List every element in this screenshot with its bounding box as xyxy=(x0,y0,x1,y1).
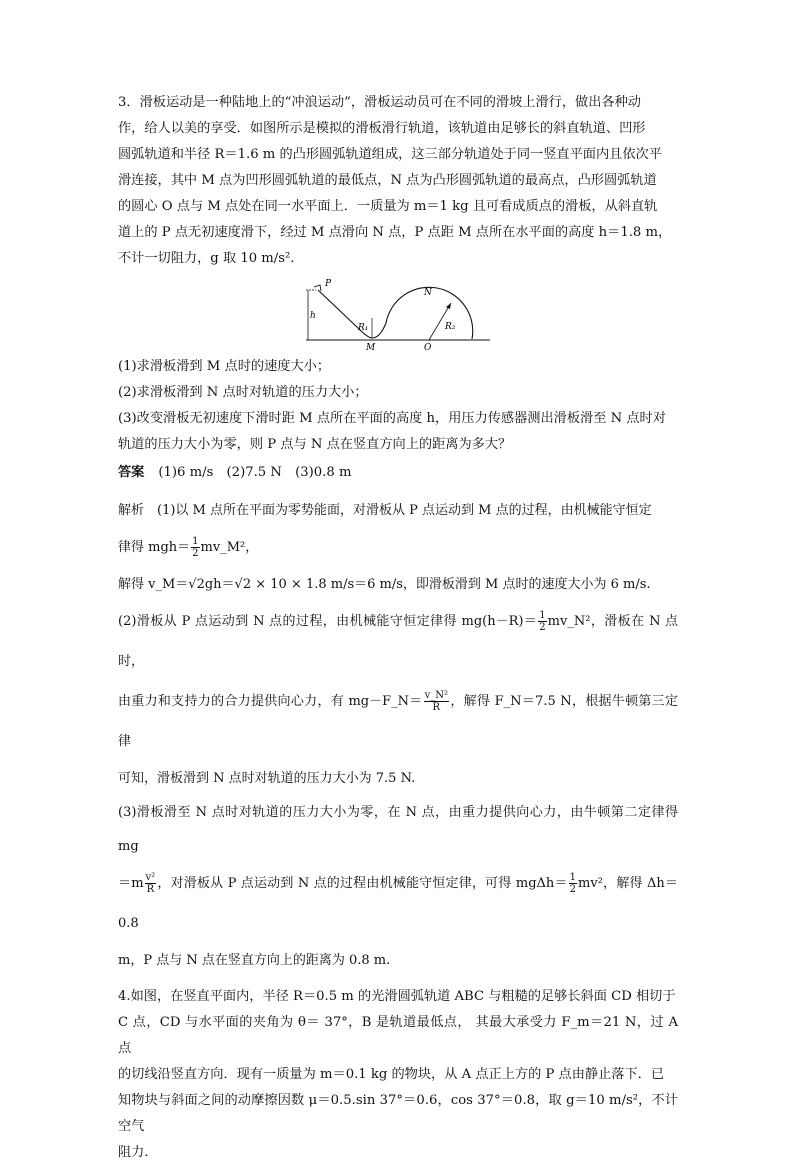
problem-4-line-4: 知物块与斜面之间的动摩擦因数 μ＝0.5.sin 37°＝0.6，cos 37°＝0.8，取 g＝10 m/s²，不计空气 xyxy=(118,1093,678,1134)
fraction-v-over-r xyxy=(145,872,157,895)
problem-3 xyxy=(118,90,678,272)
problem-3-line-1: 3．滑板运动是一种陆地上的“冲浪运动”，滑板运动员可在不同的滑坡上滑行，做出各种动 xyxy=(118,95,641,110)
fraction-denominator: R xyxy=(146,884,155,895)
fraction-numerator: v² xyxy=(145,872,156,883)
solution-2-line-2-pre: 由重力和支持力的合力提供向心力，有 mg－F_N＝ xyxy=(118,694,423,709)
label-n: N xyxy=(424,288,432,298)
answer-line xyxy=(118,460,678,486)
problem-4-line-5: 阻力． xyxy=(118,1145,158,1160)
solution-1-line-1: 解析 (1)以 M 点所在平面为零势能面，对滑板从 P 点运动到 M 点的过程，由机械能守恒定 xyxy=(118,503,652,518)
problem-3-questions xyxy=(118,354,678,458)
solution-2-line-2 xyxy=(118,682,678,762)
solution-1-line-2 xyxy=(118,528,678,568)
solution-2-line-1 xyxy=(118,602,678,682)
label-r1: R₁ xyxy=(358,323,369,333)
fraction-numerator: v_N² xyxy=(424,690,449,701)
problem-3-line-3: 圆弧轨道和半径 R＝1.6 m 的凸形圆弧轨道组成，这三部分轨道处于同一竖直平面内且依次平 xyxy=(118,147,662,162)
solution-2-line-3: 可知，滑板滑到 N 点时对轨道的压力大小为 7.5 N. xyxy=(118,771,416,786)
answer-text: (1)6 m/s (2)7.5 N (3)0.8 m xyxy=(158,465,352,480)
problem-3-line-5: 的圆心 O 点与 M 点处在同一水平面上．一质量为 m＝1 kg 且可看成质点的滑板，从斜直轨 xyxy=(118,199,658,214)
fraction-half xyxy=(538,610,546,633)
label-o: O xyxy=(424,343,432,350)
solution-1-line-3: 解得 v_M＝√2gh＝√2 × 10 × 1.8 m/s＝6 m/s，即滑板滑到 M 点时的速度大小为 6 m/s. xyxy=(118,577,651,592)
label-r2: R₂ xyxy=(445,322,456,332)
solution-2-line-2-post: ，解得 F_N＝7.5 N，根据牛顿第三定律 xyxy=(118,694,678,749)
problem-3-line-7: 不计一切阻力，g 取 10 m/s². xyxy=(118,251,295,266)
track-diagram xyxy=(306,278,496,350)
fraction-numerator: 1 xyxy=(539,610,546,621)
question-3-line-2: 轨道的压力大小为零，则 P 点与 N 点在竖直方向上的距离为多大？ xyxy=(118,437,512,452)
solution-2-line-1-post: mv_N²，滑板在 N 点时， xyxy=(118,614,678,669)
problem-4-line-3: 的切线沿竖直方向．现有一质量为 m＝0.1 kg 的物块，从 A 点正上方的 P 点由静止落下．已 xyxy=(118,1067,665,1082)
solution-3-line-2-post: mv²，解得 Δh＝0.8 xyxy=(118,876,678,931)
question-2: (2)求滑板滑到 N 点时对轨道的压力大小； xyxy=(118,385,368,400)
question-1: (1)求滑板滑到 M 点时的速度大小； xyxy=(118,359,331,374)
label-h: h xyxy=(310,311,316,321)
problem-3-line-4: 滑连接，其中 M 点为凹形圆弧轨道的最低点，N 点为凸形圆弧轨道的最高点，凸形圆弧轨道 xyxy=(118,173,657,188)
solution-3-line-2 xyxy=(118,864,678,944)
problem-3-line-6: 道上的 P 点无初速度滑下，经过 M 点滑向 N 点，P 点距 M 点所在水平面的高度 h＝1.8 m， xyxy=(118,225,672,240)
solution-3-line-2-mid: ，对滑板从 P 点运动到 N 点的过程由机械能守恒定律，可得 mgΔh＝ xyxy=(157,876,568,891)
fraction-numerator: 1 xyxy=(192,536,199,547)
fraction-denominator: 2 xyxy=(569,884,577,895)
answer-label: 答案 xyxy=(118,465,145,480)
fraction-half xyxy=(191,536,199,559)
problem-4 xyxy=(118,984,678,1166)
question-3-line-1: (3)改变滑板无初速度下滑时距 M 点所在平面的高度 h，用压力传感器测出滑板滑至 N 点时对 xyxy=(118,411,666,426)
solution-3-line-2-pre: ＝m xyxy=(118,876,144,891)
solution-1-line-2-post: mv_M²， xyxy=(200,540,259,555)
fraction-vn-over-r xyxy=(424,690,449,713)
solution-3-line-3: m，P 点与 N 点在竖直方向上的距离为 0.8 m. xyxy=(118,953,391,968)
solution-2-line-1-pre: (2)滑板从 P 点运动到 N 点的过程，由机械能守恒定律得 mg(h－R)＝ xyxy=(118,614,538,629)
fraction-denominator: 2 xyxy=(539,622,546,633)
label-m: M xyxy=(366,343,376,350)
radius-r2-arrow xyxy=(446,303,451,309)
problem-4-line-1: 4.如图，在竖直平面内，半径 R＝0.5 m 的光滑圆弧轨道 ABC 与粗糙的足够长斜面 CD 相切于 xyxy=(118,989,676,1004)
problem-3-line-2: 作，给人以美的享受．如图所示是模拟的滑板滑行轨道，该轨道由足够长的斜直轨道、凹形 xyxy=(118,121,646,136)
fraction-numerator: 1 xyxy=(569,872,577,883)
fraction-half xyxy=(569,872,577,895)
fraction-denominator: 2 xyxy=(192,548,199,559)
label-p: P xyxy=(325,279,332,289)
solution-3-line-1: (3)滑板滑至 N 点时对轨道的压力大小为零，在 N 点，由重力提供向心力，由牛顿第二定律得 mg xyxy=(118,805,678,854)
problem-4-line-2: C 点，CD 与水平面的夹角为 θ＝ 37°，B 是轨道最低点， 其最大承受力 F_m＝21 N，过 A 点 xyxy=(118,1015,678,1056)
document-page xyxy=(118,90,678,1166)
solution-1-line-2-pre: 律得 mgh＝ xyxy=(118,540,191,555)
fraction-denominator: R xyxy=(432,702,441,713)
solution xyxy=(118,494,678,978)
